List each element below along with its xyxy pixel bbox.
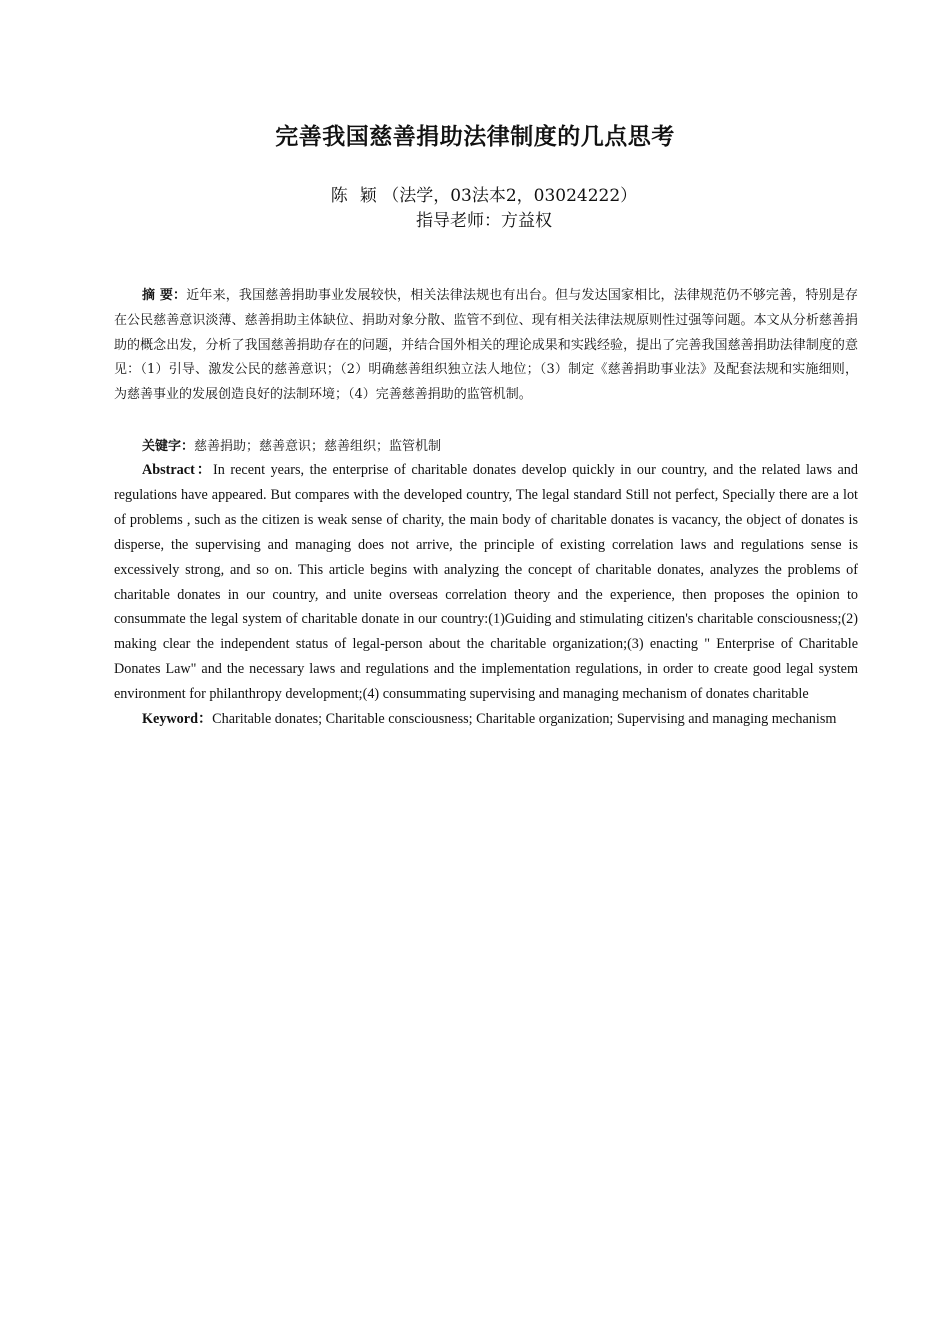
chinese-abstract <box>114 284 858 408</box>
author-surname: 陈 <box>330 186 348 206</box>
advisor-line: 指导老师：方益权 <box>416 211 552 231</box>
author-block <box>0 184 950 234</box>
chinese-keywords-text: 慈善捐助；慈善意识；慈善组织；监管机制 <box>194 439 442 454</box>
chinese-keywords <box>114 435 858 459</box>
english-abstract-text: In recent years, the enterprise of charitable donates develop quickly in our country, and the related laws and regulations have appeared. But compares with the developed country, The legal standard Still not perfect, Specially there are a lot of problems , such as the citizen is weak sense of charity, the main body of charitable donates is vacancy, the object of donates is disperse, the supervising and managing does not arrive, the principle of existing correlation laws and regulations sense is excessively strong, and so on. This article begins with analyzing the concept of charitable donates, analyzes the problems of charitable donates in our country, and unite overseas correlation theory and the experience, then proposes the opinion to consummate the legal system of charitable donate in our country:(1)Guiding and stimulating citizen's charitable consciousness;(2) making clear the independent status of legal-person about the charitable organization;(3) enacting " Enterprise of Charitable Donates Law" and the necessary laws and regulations and the implementation regulations, in order to create good legal system environment for philanthropy development;(4) consummating supervising and managing mechanism of donates charitable <box>114 462 858 703</box>
author-affiliation: （法学，03法本2，03024222） <box>382 186 638 206</box>
english-keywords <box>114 707 858 731</box>
chinese-keywords-label: 关键字： <box>142 439 195 454</box>
english-abstract <box>114 458 858 707</box>
english-keywords-text: Charitable donates; Charitable consciousness; Charitable organization; Supervising and managing mechanism <box>212 711 837 727</box>
english-keywords-label: Keyword： <box>142 711 213 727</box>
author-line <box>0 184 950 209</box>
author-given-name: 颖 <box>359 186 377 206</box>
chinese-abstract-text: 近年来，我国慈善捐助事业发展较快，相关法律法规也有出台。但与发达国家相比，法律规范仍不够完善，特别是存在公民慈善意识淡薄、慈善捐助主体缺位、捐助对象分散、监管不到位、现有相关法律法规原则性过强等问题。本文从分析慈善捐助的概念出发，分析了我国慈善捐助存在的问题，并结合国外相关的理论成果和实践经验，提出了完善我国慈善捐助法律制度的意见：（1）引导、激发公民的慈善意识；（2）明确慈善组织独立法人地位；（3）制定《慈善捐助事业法》及配套法规和实施细则，为慈善事业的发展创造良好的法制环境；（4）完善慈善捐助的监管机制。 <box>114 288 858 403</box>
paper-title: 完善我国慈善捐助法律制度的几点思考 <box>275 124 675 150</box>
chinese-abstract-label: 摘 要： <box>142 288 187 303</box>
english-abstract-label: Abstract： <box>142 462 213 478</box>
